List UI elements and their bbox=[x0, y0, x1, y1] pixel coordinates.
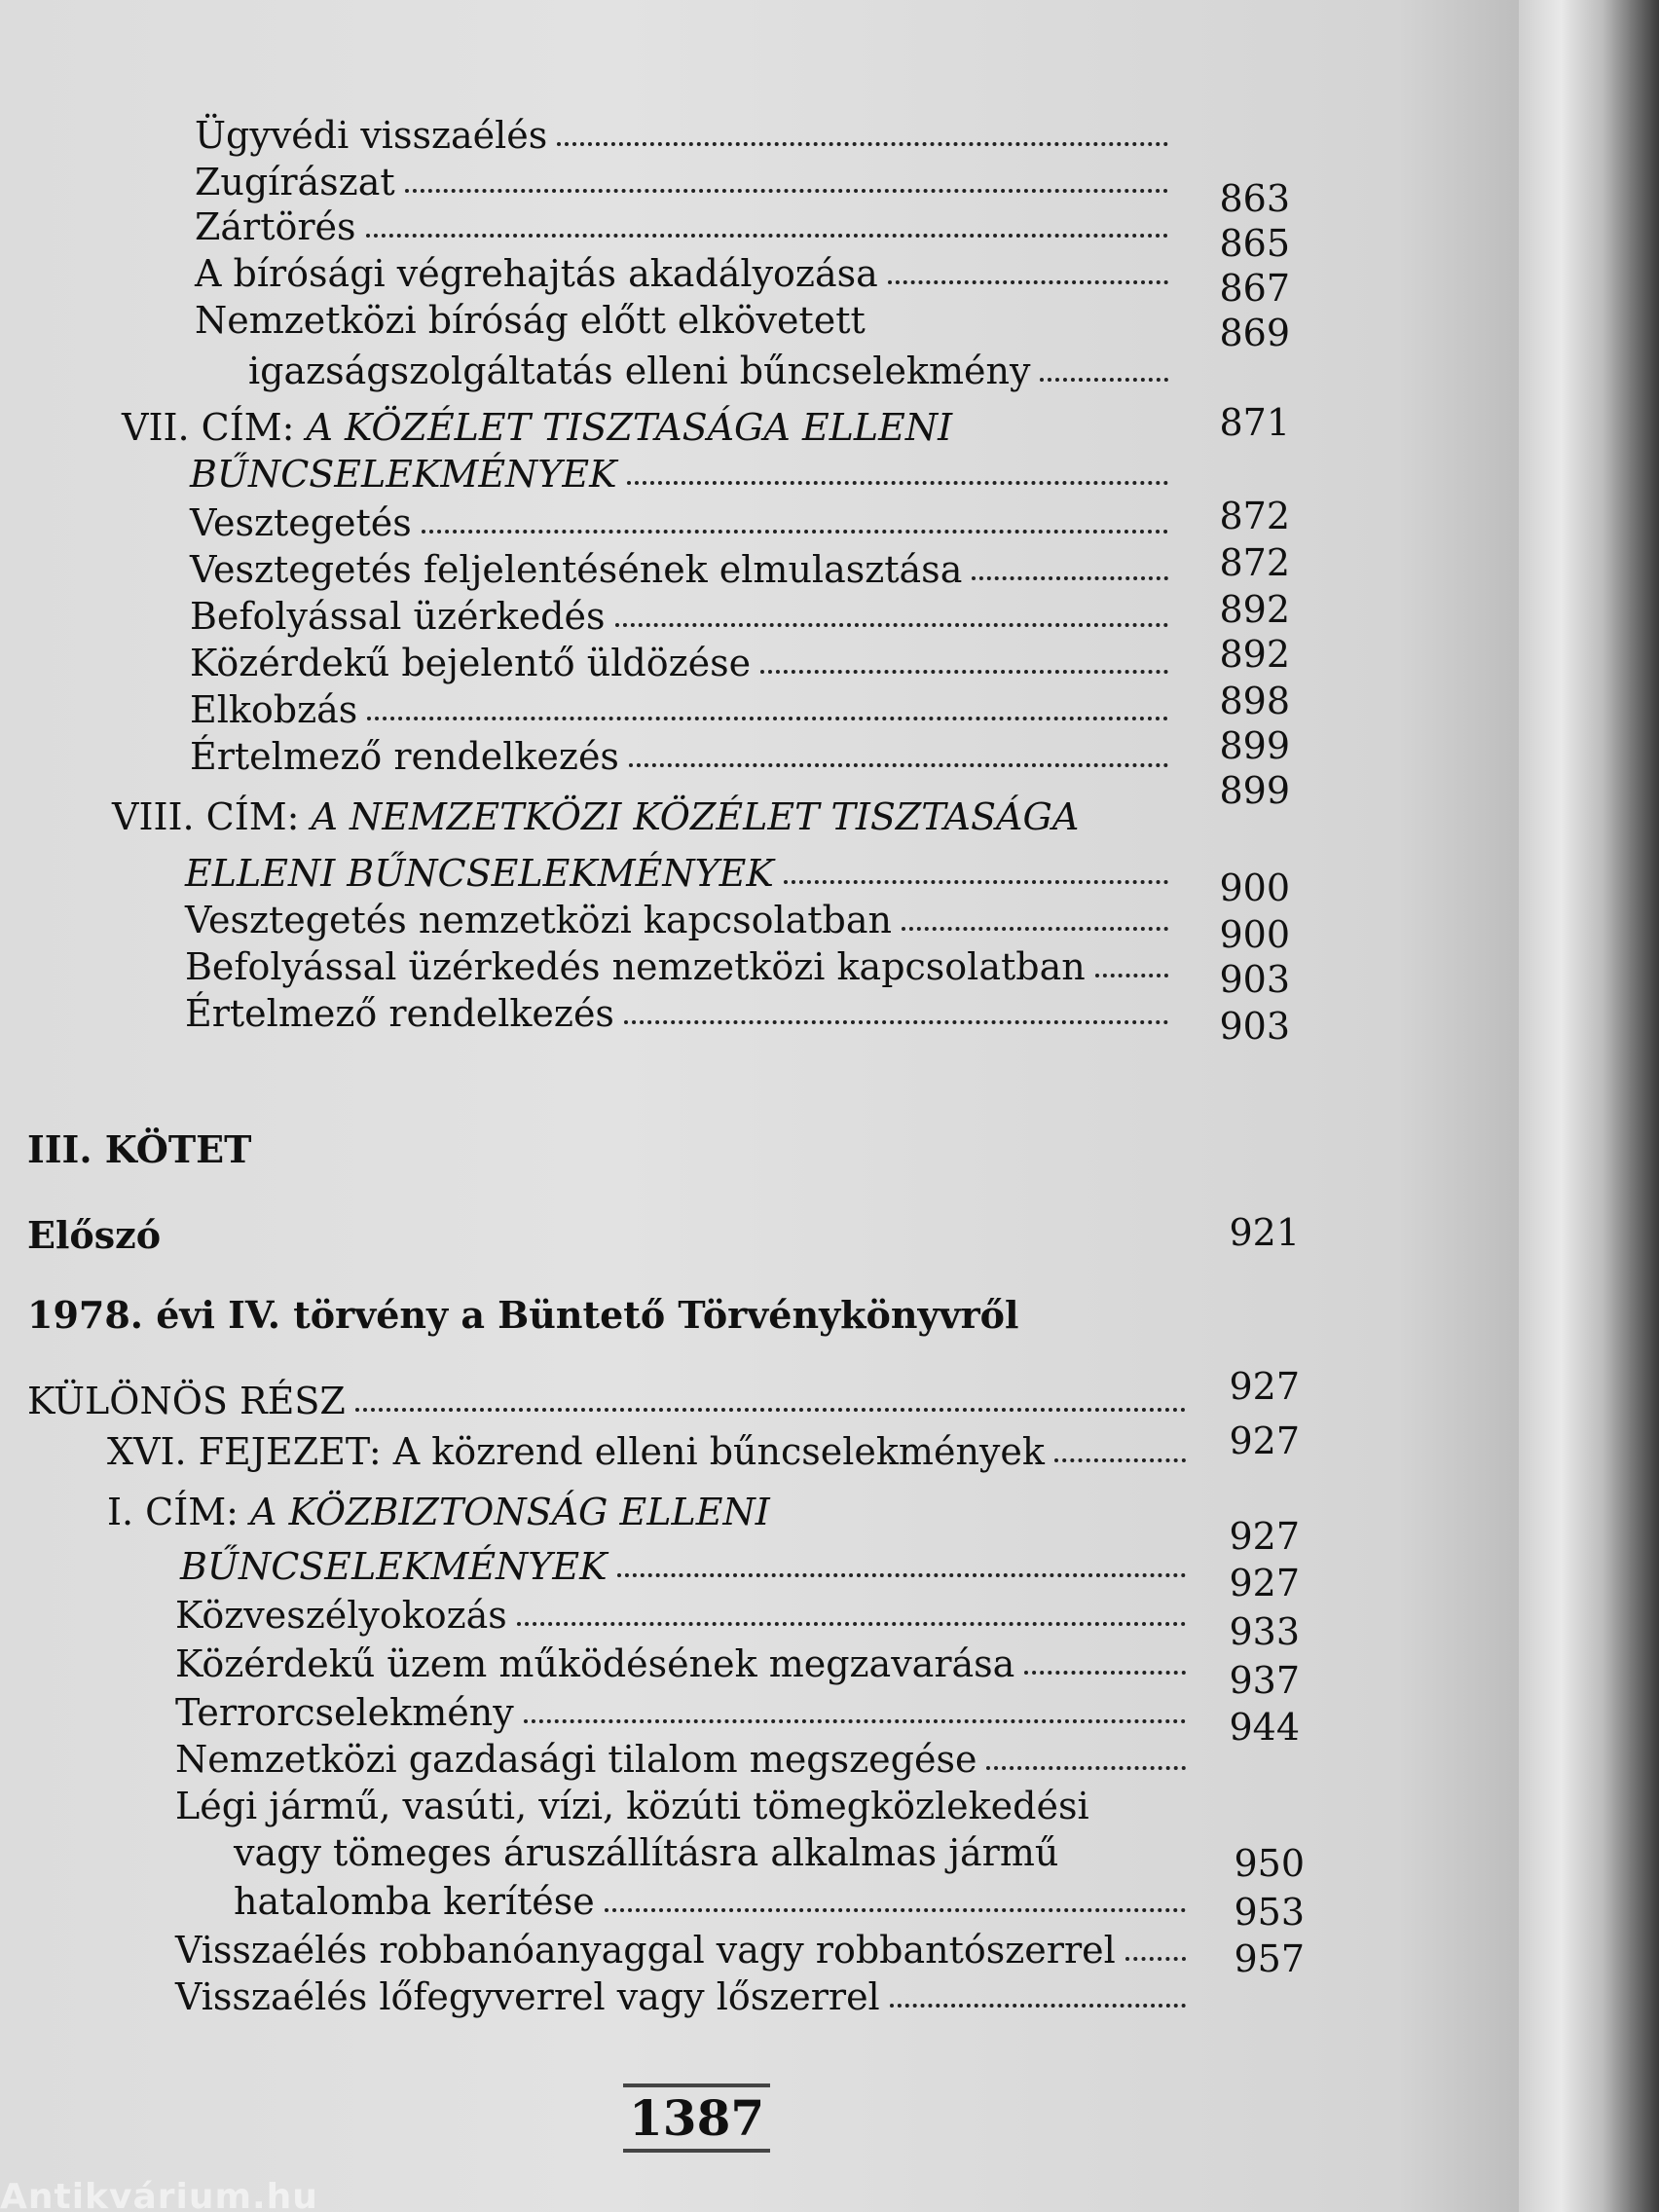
toc-entry-label: Befolyással üzérkedés nemzetközi kapcsolatban bbox=[185, 945, 1086, 988]
toc-entry bbox=[185, 939, 1178, 988]
toc-entry-label: Nemzetközi gazdasági tilalom megszegése bbox=[175, 1738, 977, 1781]
toc-entry-label: KÜLÖNÖS RÉSZ bbox=[27, 1380, 346, 1422]
book-page-edge bbox=[1519, 0, 1659, 2212]
dot-leader bbox=[1095, 974, 1168, 977]
title-prefix: VII. CÍM: bbox=[122, 406, 307, 449]
dot-leader bbox=[986, 1766, 1186, 1770]
dot-leader bbox=[367, 717, 1168, 720]
toc-page-number: 899 bbox=[1219, 769, 1290, 812]
watermark: Antikvárium.hu bbox=[0, 2177, 318, 2212]
foreword-heading: Előszó bbox=[27, 1213, 162, 1257]
title-text: A KÖZBIZTONSÁG ELLENI bbox=[250, 1491, 770, 1533]
toc-entry-label: Visszaélés lőfegyverrel vagy lőszerrel bbox=[175, 1975, 880, 2018]
dot-leader bbox=[366, 234, 1168, 238]
toc-entry-label: Vesztegetés nemzetközi kapcsolatban bbox=[185, 899, 893, 941]
toc-entry bbox=[175, 1684, 1196, 1734]
toc-entry-label: igazságszolgáltatás elleni bűncselekmény bbox=[248, 350, 1031, 392]
toc-entry bbox=[190, 728, 1178, 778]
toc-entry bbox=[190, 635, 1178, 682]
dot-leader bbox=[524, 1719, 1186, 1723]
toc-entry bbox=[190, 541, 1178, 591]
law-title-heading: 1978. évi IV. törvény a Büntető Törvénykönyvről bbox=[27, 1293, 1019, 1337]
toc-entry-label: Közveszélyokozás bbox=[175, 1594, 507, 1637]
toc-entry bbox=[185, 845, 1178, 895]
toc-entry bbox=[190, 495, 1178, 544]
toc-entry-label: Visszaélés robbanóanyaggal vagy robbantószerrel bbox=[175, 1929, 1116, 1972]
toc-page-number: 899 bbox=[1219, 724, 1290, 767]
toc-page-number: 927 bbox=[1229, 1365, 1300, 1408]
dot-leader bbox=[890, 2004, 1186, 2008]
toc-entry-label: Közérdekű üzem működésének megzavarása bbox=[175, 1642, 1015, 1685]
title-text: A KÖZÉLET TISZTASÁGA ELLENI bbox=[306, 406, 953, 449]
toc-entry bbox=[180, 1538, 1196, 1588]
dot-leader bbox=[557, 142, 1168, 146]
toc-entry bbox=[185, 985, 1178, 1035]
toc-entry bbox=[122, 399, 1178, 449]
dot-leader bbox=[760, 670, 1168, 674]
title-prefix: VIII. CÍM: bbox=[112, 795, 312, 838]
toc-page-number: 927 bbox=[1229, 1515, 1300, 1558]
toc-entry-label: Értelmező rendelkezés bbox=[185, 992, 614, 1035]
toc-entry bbox=[175, 1922, 1196, 1972]
toc-page-number: 944 bbox=[1229, 1706, 1300, 1749]
dot-leader bbox=[517, 1622, 1186, 1626]
toc-entry bbox=[195, 292, 1178, 342]
toc-entry bbox=[107, 1423, 1196, 1473]
toc-entry bbox=[248, 343, 1178, 392]
dot-leader bbox=[888, 280, 1168, 284]
toc-entry bbox=[195, 245, 1178, 295]
toc-entry bbox=[175, 1731, 1196, 1781]
toc-page-number: 957 bbox=[1234, 1937, 1305, 1980]
toc-entry bbox=[234, 1825, 1196, 1874]
toc-page-number: 892 bbox=[1219, 588, 1290, 631]
toc-page-number: 872 bbox=[1219, 541, 1290, 584]
toc-entry bbox=[175, 1587, 1196, 1637]
toc-page-number: 869 bbox=[1219, 312, 1290, 354]
toc-entry bbox=[175, 1636, 1196, 1685]
toc-page-number: 927 bbox=[1229, 1419, 1300, 1462]
toc-page-number: 933 bbox=[1229, 1610, 1300, 1653]
toc-entry bbox=[112, 789, 1178, 838]
toc-page-number: 865 bbox=[1219, 222, 1290, 265]
dot-leader bbox=[615, 623, 1169, 627]
dot-leader bbox=[605, 1908, 1186, 1912]
dot-leader bbox=[629, 763, 1168, 767]
toc-entry-label: Befolyással üzérkedés bbox=[190, 595, 606, 638]
toc-entry bbox=[107, 1484, 1196, 1533]
toc-page-number: 937 bbox=[1229, 1659, 1300, 1702]
volume-heading: III. KÖTET bbox=[27, 1127, 252, 1171]
dot-leader bbox=[627, 481, 1168, 485]
toc-page-number: 867 bbox=[1219, 267, 1290, 310]
toc-entry bbox=[195, 107, 1178, 157]
dot-leader bbox=[1054, 1458, 1186, 1462]
toc-entry-label: hatalomba kerítése bbox=[234, 1880, 595, 1923]
toc-entry-label: BŰNCSELEKMÉNYEK bbox=[190, 453, 617, 496]
toc-entry-label: Zártörés bbox=[195, 205, 356, 248]
toc-page-number: 950 bbox=[1234, 1842, 1305, 1885]
title-prefix: I. CÍM: bbox=[107, 1491, 251, 1533]
toc-entry-label: Értelmező rendelkezés bbox=[190, 735, 619, 778]
dot-leader bbox=[405, 189, 1168, 193]
toc-page-number: 900 bbox=[1219, 913, 1290, 956]
dot-leader bbox=[1040, 378, 1168, 382]
toc-page-number: 927 bbox=[1229, 1562, 1300, 1604]
toc-page-number: 872 bbox=[1219, 495, 1290, 537]
dot-leader bbox=[422, 530, 1168, 534]
toc-entry bbox=[185, 892, 1178, 939]
toc-entry bbox=[190, 682, 1178, 731]
title-text: A NEMZETKÖZI KÖZÉLET TISZTASÁGA bbox=[311, 795, 1080, 838]
toc-entry-label: Közérdekű bejelentő üldözése bbox=[190, 642, 752, 684]
toc-entry-label: Vesztegetés feljelentésének elmulasztása bbox=[190, 548, 963, 591]
toc-entry-label: Terrorcselekmény bbox=[175, 1691, 514, 1734]
dot-leader bbox=[784, 880, 1168, 884]
toc-entry-label: Ügyvédi visszaélés bbox=[195, 114, 548, 157]
toc-entry bbox=[175, 1969, 1196, 2018]
toc-entry bbox=[234, 1873, 1196, 1923]
dot-leader bbox=[355, 1408, 1186, 1412]
dot-leader bbox=[617, 1573, 1186, 1577]
dot-leader bbox=[624, 1020, 1168, 1024]
toc-page-number: 900 bbox=[1219, 866, 1290, 909]
dot-leader bbox=[902, 927, 1168, 931]
toc-page-number: 863 bbox=[1219, 177, 1290, 220]
toc-entry bbox=[195, 154, 1178, 201]
toc-entry-label: vagy tömeges áruszállításra alkalmas jármű bbox=[234, 1831, 1059, 1874]
dot-leader bbox=[1024, 1671, 1186, 1675]
toc-entry bbox=[195, 199, 1178, 248]
toc-entry-label: A bírósági végrehajtás akadályozása bbox=[195, 252, 878, 295]
toc-entry bbox=[27, 1373, 1196, 1422]
toc-page-number: 953 bbox=[1234, 1891, 1305, 1934]
toc-entry-label: Elkobzás bbox=[190, 688, 358, 731]
toc-page-number: 871 bbox=[1219, 401, 1290, 444]
toc-entry bbox=[190, 588, 1178, 638]
toc-entry bbox=[175, 1778, 1196, 1825]
toc-page-number: 903 bbox=[1219, 1005, 1290, 1048]
page-number: 1387 bbox=[623, 2083, 770, 2153]
toc-page-number: 921 bbox=[1229, 1211, 1300, 1254]
toc-page-number: 892 bbox=[1219, 633, 1290, 676]
toc-entry-label: Légi jármű, vasúti, vízi, közúti tömegközlekedési bbox=[175, 1785, 1089, 1827]
toc-entry-label: XVI. FEJEZET: A közrend elleni bűncselekmények bbox=[107, 1430, 1045, 1473]
toc-page-number: 903 bbox=[1219, 958, 1290, 1001]
toc-entry-label: ELLENI BŰNCSELEKMÉNYEK bbox=[185, 852, 774, 895]
toc-entry-label: Vesztegetés bbox=[190, 501, 412, 544]
toc-entry-label: BŰNCSELEKMÉNYEK bbox=[180, 1545, 608, 1588]
toc-entry-label: Nemzetközi bíróság előtt elkövetett bbox=[195, 299, 866, 342]
toc-entry-label: Zugírászat bbox=[195, 161, 395, 203]
toc-entry bbox=[190, 446, 1178, 496]
dot-leader bbox=[972, 576, 1168, 580]
toc-page-number: 898 bbox=[1219, 680, 1290, 722]
dot-leader bbox=[1125, 1957, 1186, 1961]
